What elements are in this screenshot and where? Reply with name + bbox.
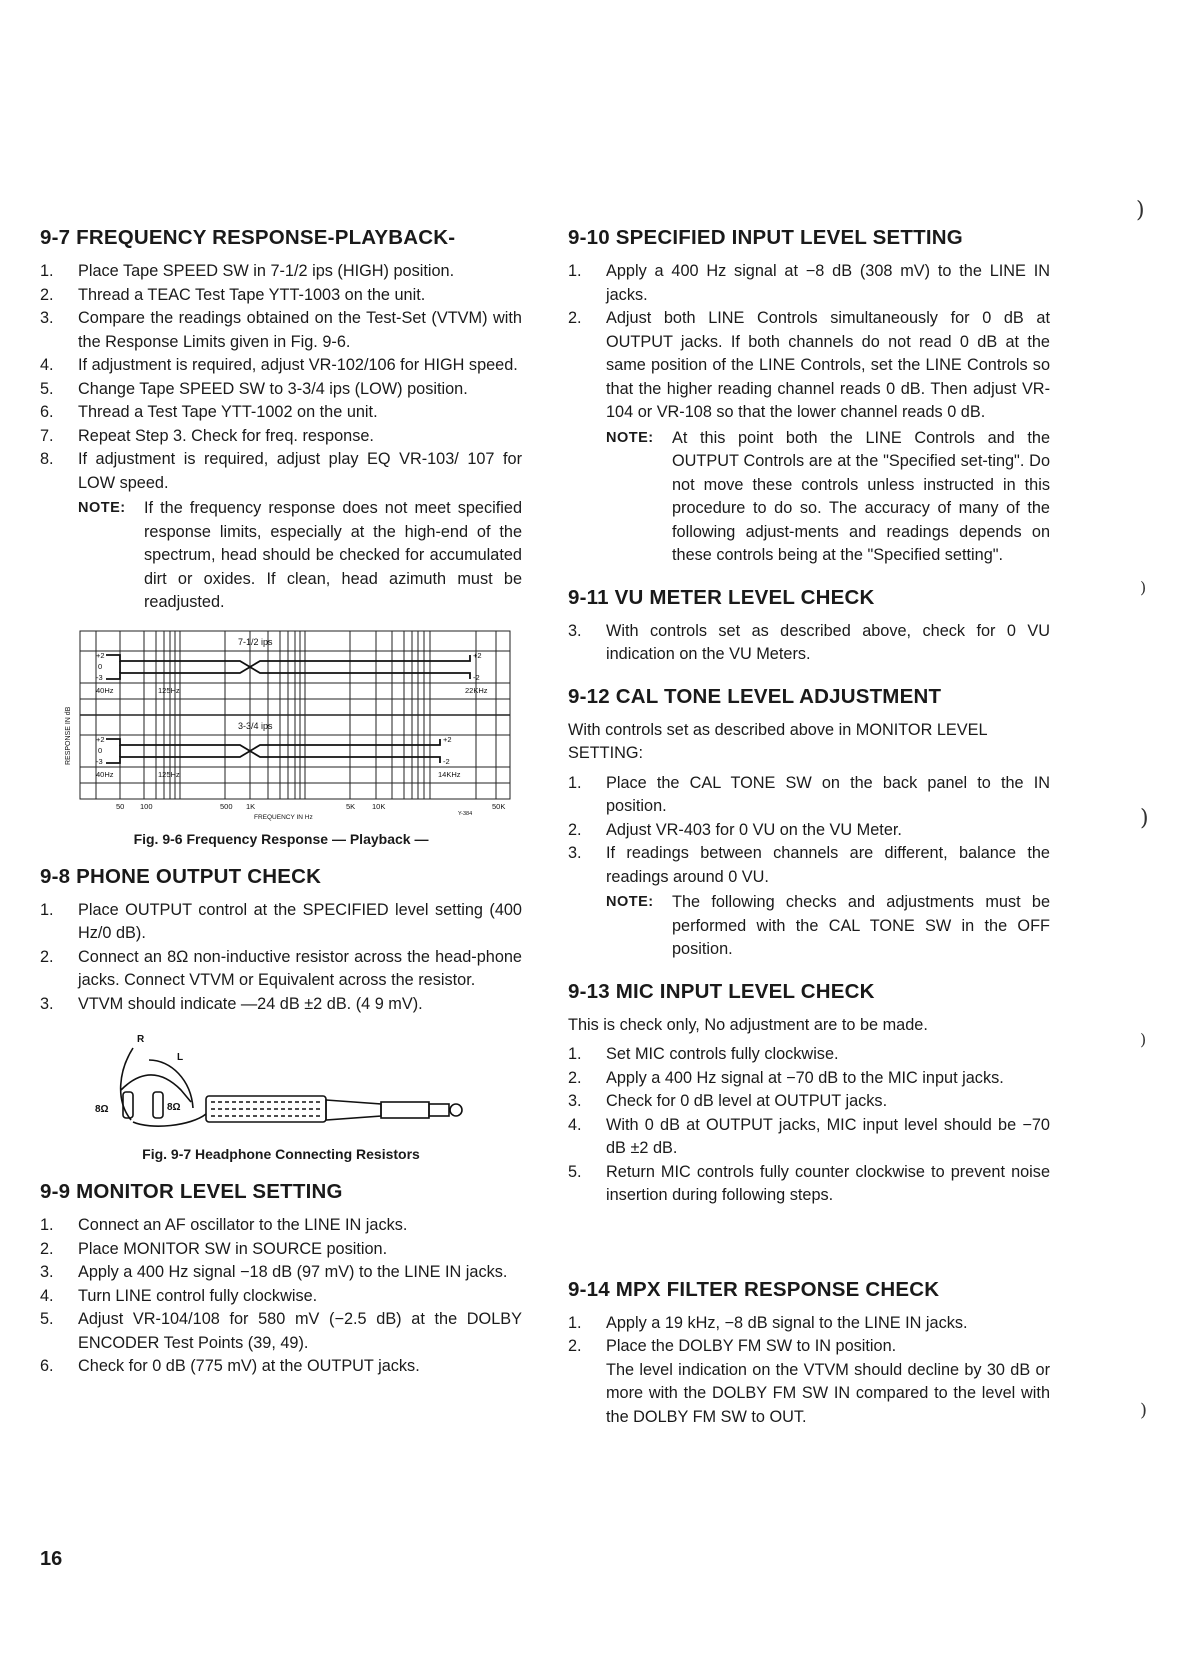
step-number: 2. xyxy=(568,820,582,839)
note-text: If the frequency response does not meet specified response limits, especially at the high-end of the spectrum, head should be checked for accumulated dirt or oxides. If clean, head azimuth must be readjusted. xyxy=(144,499,522,611)
step-text: If readings between channels are different, balance the readings around 0 VU. xyxy=(606,844,1050,886)
step-number: 8. xyxy=(40,450,54,468)
list-item xyxy=(40,1214,522,1238)
step-text: VTVM should indicate —24 dB ±2 dB. (4 9 mV). xyxy=(78,994,423,1013)
step-number: 2. xyxy=(40,1239,54,1258)
step-number: 1. xyxy=(40,1216,54,1234)
step-list xyxy=(568,772,1050,890)
plug-tip xyxy=(429,1104,449,1116)
section-9-8 xyxy=(40,865,522,1163)
step-number: 1. xyxy=(40,262,54,280)
tol-minus-label: -3 xyxy=(96,672,103,682)
section-heading: 9-8 PHONE OUTPUT CHECK xyxy=(40,864,322,888)
tol-zero-label: 0 xyxy=(98,661,103,671)
figure-caption: Fig. 9-6 Frequency Response — Playback — xyxy=(133,830,429,847)
plug-tip-end xyxy=(450,1104,462,1116)
step-text: Place the DOLBY FM SW to IN position. xyxy=(606,1337,897,1355)
upper-high-freq: 22KHz xyxy=(465,685,488,695)
list-item xyxy=(40,448,522,495)
scan-mark: ) xyxy=(1140,1400,1148,1421)
step-text: With controls set as described above, check for 0 VU indication on the VU Meters. xyxy=(606,621,1050,663)
upper-speed-label: 7-1/2 ips xyxy=(238,636,273,647)
lower-tol-right-minus-label: -2 xyxy=(443,756,450,766)
step-number: 2. xyxy=(568,1337,582,1355)
headphone-plug-drawing xyxy=(121,1048,462,1126)
step-list xyxy=(568,1043,1050,1208)
step-text: Thread a TEAC Test Tape YTT-1003 on the unit. xyxy=(78,285,426,304)
step-number: 1. xyxy=(40,900,54,919)
upper-low-freq: 40Hz xyxy=(96,685,114,695)
list-item xyxy=(568,772,1050,819)
note-label: NOTE: xyxy=(606,429,654,446)
x-axis-label: FREQUENCY IN Hz xyxy=(254,813,313,821)
step-text: Repeat Step 3. Check for freq. response. xyxy=(78,426,374,445)
scan-mark: ) xyxy=(1140,1030,1147,1049)
note-label: NOTE: xyxy=(78,500,126,516)
note xyxy=(568,891,1050,962)
step-text: If adjustment is required, adjust VR-102/106 for HIGH speed. xyxy=(78,356,518,374)
list-item xyxy=(40,1285,522,1309)
step-text: With 0 dB at OUTPUT jacks, MIC input level should be −70 dB ±2 dB. xyxy=(606,1115,1050,1157)
resistor-right-label: 8Ω xyxy=(167,1102,181,1113)
list-item xyxy=(40,1261,522,1285)
step-list xyxy=(568,1312,1050,1359)
step-text: Adjust VR-403 for 0 VU on the VU Meter. xyxy=(606,820,902,839)
step-number: 1. xyxy=(568,262,582,280)
step-number: 7. xyxy=(40,426,54,445)
chart-labels xyxy=(65,637,505,821)
lower-tol-right-plus-label: +2 xyxy=(443,734,452,744)
list-item xyxy=(568,1161,1050,1208)
lower-speed-label: 3-3/4 ips xyxy=(238,720,273,731)
list-item xyxy=(40,354,522,378)
plug-shaft xyxy=(381,1102,429,1118)
step-list xyxy=(568,260,1050,425)
list-item xyxy=(568,307,1050,425)
section-9-11 xyxy=(568,586,1050,667)
step-number: 2. xyxy=(40,285,54,304)
continuation-text: The level indication on the VTVM should decline by 30 dB or more with the DOLBY FM SW IN compared to the level with the DOLBY FM SW to OUT. xyxy=(606,1360,1050,1426)
lower-low-freq: 40Hz xyxy=(96,769,114,779)
list-item xyxy=(568,819,1050,843)
step-list xyxy=(40,1214,522,1379)
page-number: 16 xyxy=(40,1548,63,1570)
headphone-resistor-figure xyxy=(81,1030,481,1140)
step-number: 2. xyxy=(568,309,582,327)
list-item xyxy=(40,899,522,946)
step-list xyxy=(568,620,1050,667)
note-text: The following checks and adjustments must be performed with the CAL TONE SW in the OFF position. xyxy=(672,893,1050,958)
section-9-10 xyxy=(568,226,1050,568)
list-item xyxy=(40,1355,522,1379)
step-text: Place OUTPUT control at the SPECIFIED level setting (400 Hz/0 dB). xyxy=(78,900,522,942)
section-intro: With controls set as described above in MONITOR LEVEL SETTING: xyxy=(568,720,987,762)
x-tick: 10K xyxy=(372,801,386,811)
upper-mid-freq: 125Hz xyxy=(158,685,180,695)
section-heading: 9-13 MIC INPUT LEVEL CHECK xyxy=(568,979,875,1003)
wire-l xyxy=(149,1060,193,1108)
lower-mid-freq: 125Hz xyxy=(158,769,180,779)
frequency-response-figure xyxy=(40,625,522,825)
step-number: 3. xyxy=(568,1092,582,1110)
list-item xyxy=(40,378,522,402)
scan-mark: ) xyxy=(1136,198,1145,223)
step-text: Turn LINE control fully clockwise. xyxy=(78,1286,318,1305)
step-number: 3. xyxy=(568,621,582,640)
step-number: 4. xyxy=(568,1115,582,1134)
section-9-9 xyxy=(40,1180,522,1379)
plug-sleeve xyxy=(206,1096,326,1122)
step-text: Apply a 19 kHz, −8 dB signal to the LINE IN jacks. xyxy=(606,1313,968,1332)
step-list xyxy=(40,899,522,1017)
section-9-14 xyxy=(568,1278,1050,1430)
resistor-left-label: 8Ω xyxy=(95,1104,109,1115)
step-text: Apply a 400 Hz signal at −70 dB to the MIC input jacks. xyxy=(606,1068,1004,1087)
step-number: 1. xyxy=(568,1313,582,1332)
step-number: 1. xyxy=(568,1045,582,1063)
list-item xyxy=(568,1090,1050,1114)
section-9-12 xyxy=(568,685,1050,962)
tol-plus-label: +2 xyxy=(96,650,105,660)
plug-body xyxy=(326,1100,381,1120)
step-text: Thread a Test Tape YTT-1002 on the unit. xyxy=(78,403,378,421)
step-text: Connect an AF oscillator to the LINE IN jacks. xyxy=(78,1216,408,1234)
step-text: Set MIC controls fully clockwise. xyxy=(606,1045,839,1063)
section-9-7 xyxy=(40,226,522,847)
list-item xyxy=(568,1067,1050,1091)
list-item xyxy=(40,993,522,1017)
section-9-13 xyxy=(568,980,1050,1208)
step-number: 3. xyxy=(40,1263,54,1281)
list-item xyxy=(568,1114,1050,1161)
step-text: Check for 0 dB level at OUTPUT jacks. xyxy=(606,1092,888,1110)
section-heading: 9-14 MPX FILTER RESPONSE CHECK xyxy=(568,1277,940,1301)
note-label: NOTE: xyxy=(606,894,654,910)
step-number: 6. xyxy=(40,1357,54,1375)
label-r: R xyxy=(137,1034,145,1045)
section-intro: This is check only, No adjustment are to be made. xyxy=(568,1015,928,1034)
list-item xyxy=(40,1308,522,1355)
step-number: 3. xyxy=(568,844,582,862)
lower-tol-plus-label: +2 xyxy=(96,734,105,744)
step-text: Apply a 400 Hz signal −18 dB (97 mV) to the LINE IN jacks. xyxy=(78,1263,508,1281)
lower-tol-zero-label: 0 xyxy=(98,745,103,755)
resistor-left xyxy=(123,1092,133,1118)
right-column xyxy=(568,226,1050,1447)
list-item xyxy=(40,260,522,284)
step-number: 4. xyxy=(40,356,54,374)
step-text: Return MIC controls fully counter clockwise to prevent noise insertion during following steps. xyxy=(606,1162,1050,1204)
resistor-right xyxy=(153,1092,163,1118)
list-item xyxy=(40,1238,522,1262)
step-number: 2. xyxy=(40,947,54,966)
section-heading: 9-9 MONITOR LEVEL SETTING xyxy=(40,1180,343,1203)
step-number: 3. xyxy=(40,994,54,1013)
list-item xyxy=(40,425,522,449)
lower-tol-minus-label: -3 xyxy=(96,756,103,766)
figure-caption: Fig. 9-7 Headphone Connecting Resistors xyxy=(142,1146,420,1162)
note-text: At this point both the LINE Controls and the OUTPUT Controls are at the "Specified set-ting". Do not move these controls unless instructed in this procedure to do so. The accuracy of many of the following adjust-ments and readings depends on these controls being at the "Specified setting". xyxy=(672,428,1050,564)
note xyxy=(568,427,1050,568)
step-number: 1. xyxy=(568,773,582,792)
list-item xyxy=(568,842,1050,889)
list-item xyxy=(568,1312,1050,1336)
x-tick: 50 xyxy=(116,801,125,811)
x-tick: 5K xyxy=(346,801,356,811)
x-tick: 100 xyxy=(140,801,153,811)
section-heading: 9-7 FREQUENCY RESPONSE-PLAYBACK- xyxy=(40,226,456,249)
step-number: 6. xyxy=(40,403,54,421)
y-axis-label: RESPONSE IN dB xyxy=(65,706,72,765)
figure-ref: Y-384 xyxy=(458,810,473,817)
step-text: Place the CAL TONE SW on the back panel to the IN position. xyxy=(606,773,1050,815)
step-text: Adjust VR-104/108 for 580 mV (−2.5 dB) at the DOLBY ENCODER Test Points (39, 49). xyxy=(78,1310,522,1352)
x-tick: 50K xyxy=(492,801,506,811)
list-item xyxy=(568,260,1050,307)
step-text: Check for 0 dB (775 mV) at the OUTPUT jacks. xyxy=(78,1357,420,1375)
note xyxy=(40,497,522,615)
step-text: Adjust both LINE Controls simultaneously for 0 dB at OUTPUT jacks. If both channels do not read 0 dB at the same position of the LINE Controls, set the LINE Controls so that the higher reading channel reads 0 dB. Then adjust VR-104 or VR-108 so that the lower channel reads 0 dB. xyxy=(606,309,1050,421)
step-number: 5. xyxy=(40,1310,54,1328)
list-item xyxy=(40,307,522,354)
x-tick: 1K xyxy=(246,801,256,811)
step-number: 2. xyxy=(568,1068,582,1087)
label-l: L xyxy=(177,1052,184,1063)
section-heading: 9-12 CAL TONE LEVEL ADJUSTMENT xyxy=(568,684,942,708)
step-list xyxy=(40,260,522,495)
section-heading: 9-10 SPECIFIED INPUT LEVEL SETTING xyxy=(568,226,963,249)
tol-right-minus-label: -2 xyxy=(473,672,480,682)
list-item xyxy=(40,401,522,425)
list-item xyxy=(568,620,1050,667)
left-column xyxy=(40,226,522,1397)
list-item xyxy=(40,284,522,308)
section-heading: 9-11 VU METER LEVEL CHECK xyxy=(568,585,875,609)
plug-labels xyxy=(95,1034,183,1115)
step-number: 5. xyxy=(568,1162,582,1181)
x-tick: 500 xyxy=(220,801,233,811)
list-item xyxy=(568,1043,1050,1067)
step-text: If adjustment is required, adjust play EQ VR-103/ 107 for LOW speed. xyxy=(78,450,522,492)
step-text: Apply a 400 Hz signal at −8 dB (308 mV) to the LINE IN jacks. xyxy=(606,262,1050,304)
step-number: 3. xyxy=(40,309,54,327)
step-number: 5. xyxy=(40,379,54,398)
tol-right-plus-label: +2 xyxy=(473,650,482,660)
step-number: 4. xyxy=(40,1286,54,1305)
scan-mark: ) xyxy=(1140,578,1147,597)
step-text: Place MONITOR SW in SOURCE position. xyxy=(78,1239,388,1258)
step-text: Change Tape SPEED SW to 3-3/4 ips (LOW) position. xyxy=(78,379,468,398)
lower-high-freq: 14KHz xyxy=(438,769,461,779)
scan-mark: ) xyxy=(1140,806,1149,831)
step-text: Connect an 8Ω non-inductive resistor across the head-phone jacks. Connect VTVM or Equivalent across the resistor. xyxy=(78,947,522,989)
step-text: Compare the readings obtained on the Test-Set (VTVM) with the Response Limits given in Fig. 9-6. xyxy=(78,309,522,351)
list-item xyxy=(568,1335,1050,1359)
step-text: Place Tape SPEED SW in 7-1/2 ips (HIGH) position. xyxy=(78,262,455,280)
list-item xyxy=(40,946,522,993)
